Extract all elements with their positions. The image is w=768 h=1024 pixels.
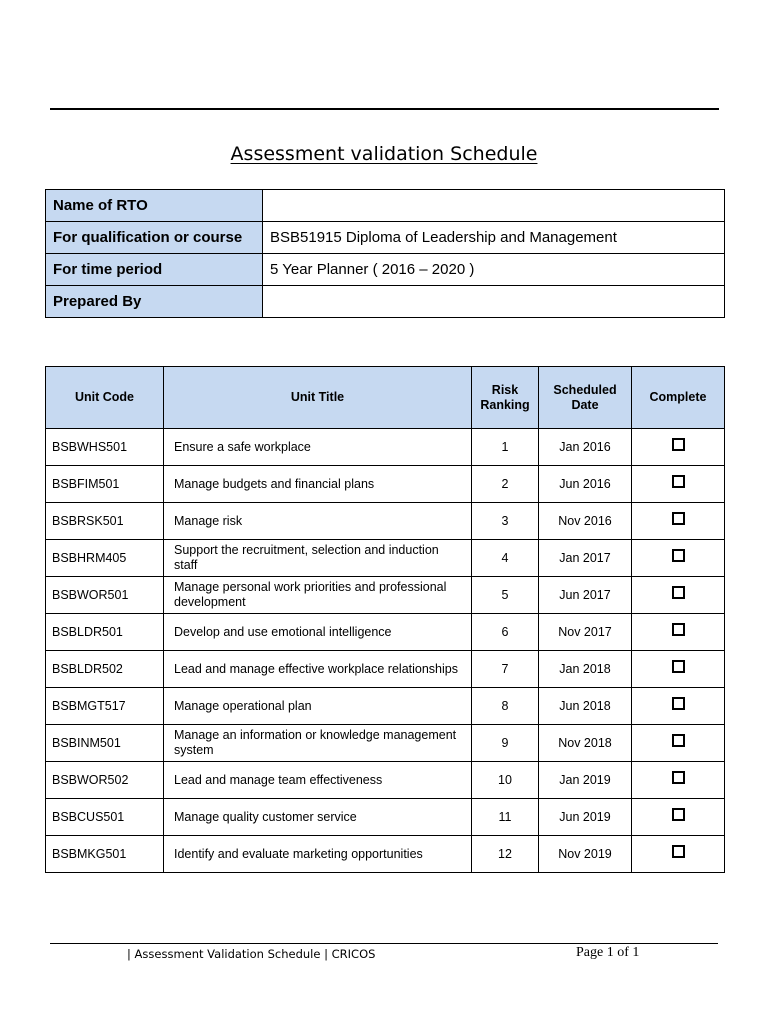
header-date-line1: Scheduled <box>553 382 617 397</box>
risk-ranking: 7 <box>472 651 539 688</box>
unit-code: BSBLDR501 <box>46 614 164 651</box>
complete-cell <box>632 651 725 688</box>
footer-rule <box>50 943 718 944</box>
risk-ranking: 10 <box>472 762 539 799</box>
unit-code: BSBHRM405 <box>46 540 164 577</box>
complete-cell <box>632 688 725 725</box>
complete-cell <box>632 762 725 799</box>
risk-ranking: 6 <box>472 614 539 651</box>
risk-ranking: 3 <box>472 503 539 540</box>
risk-ranking: 2 <box>472 466 539 503</box>
complete-cell <box>632 725 725 762</box>
scheduled-date: Jan 2018 <box>539 651 632 688</box>
complete-checkbox[interactable] <box>672 512 685 525</box>
scheduled-date: Jan 2016 <box>539 429 632 466</box>
unit-title: Manage operational plan <box>164 688 472 725</box>
info-table <box>45 189 725 318</box>
unit-title: Support the recruitment, selection and induction staff <box>164 540 472 577</box>
scheduled-date: Jun 2017 <box>539 577 632 614</box>
risk-ranking: 12 <box>472 836 539 873</box>
scheduled-date: Jun 2018 <box>539 688 632 725</box>
info-value <box>263 190 725 222</box>
info-value: BSB51915 Diploma of Leadership and Management <box>263 222 725 254</box>
table-row <box>46 614 725 651</box>
units-table <box>45 366 725 873</box>
unit-code: BSBWHS501 <box>46 429 164 466</box>
risk-ranking: 9 <box>472 725 539 762</box>
table-row <box>46 725 725 762</box>
unit-code: BSBWOR502 <box>46 762 164 799</box>
table-row <box>46 688 725 725</box>
complete-cell <box>632 540 725 577</box>
complete-checkbox[interactable] <box>672 808 685 821</box>
complete-cell <box>632 836 725 873</box>
table-row <box>46 651 725 688</box>
scheduled-date: Nov 2017 <box>539 614 632 651</box>
table-row <box>46 836 725 873</box>
unit-code: BSBLDR502 <box>46 651 164 688</box>
footer-text: | Assessment Validation Schedule | CRICOS <box>127 947 376 961</box>
table-row <box>46 762 725 799</box>
info-value: 5 Year Planner ( 2016 – 2020 ) <box>263 254 725 286</box>
unit-code: BSBCUS501 <box>46 799 164 836</box>
unit-title: Manage budgets and financial plans <box>164 466 472 503</box>
unit-title: Identify and evaluate marketing opportunities <box>164 836 472 873</box>
page-number: Page 1 of 1 <box>576 945 640 960</box>
info-row <box>46 286 725 318</box>
info-row <box>46 254 725 286</box>
complete-checkbox[interactable] <box>672 623 685 636</box>
unit-title: Manage risk <box>164 503 472 540</box>
document-title: Assessment validation Schedule <box>230 143 538 165</box>
unit-title: Manage quality customer service <box>164 799 472 836</box>
header-date-line2: Date <box>571 397 599 412</box>
info-label: Name of RTO <box>46 190 263 222</box>
info-value <box>263 286 725 318</box>
unit-title: Lead and manage team effectiveness <box>164 762 472 799</box>
complete-checkbox[interactable] <box>672 771 685 784</box>
complete-checkbox[interactable] <box>672 549 685 562</box>
unit-title: Manage an information or knowledge management system <box>164 725 472 762</box>
info-row <box>46 222 725 254</box>
unit-title: Lead and manage effective workplace relationships <box>164 651 472 688</box>
table-row <box>46 466 725 503</box>
complete-checkbox[interactable] <box>672 697 685 710</box>
complete-checkbox[interactable] <box>672 586 685 599</box>
header-complete: Complete <box>632 367 725 429</box>
table-row <box>46 799 725 836</box>
complete-cell <box>632 503 725 540</box>
info-label: Prepared By <box>46 286 263 318</box>
header-risk-ranking <box>472 367 539 429</box>
complete-cell <box>632 614 725 651</box>
scheduled-date: Jun 2016 <box>539 466 632 503</box>
header-risk-line2: Ranking <box>480 397 530 412</box>
header-unit-title: Unit Title <box>164 367 472 429</box>
scheduled-date: Jan 2019 <box>539 762 632 799</box>
complete-cell <box>632 577 725 614</box>
scheduled-date: Nov 2018 <box>539 725 632 762</box>
complete-checkbox[interactable] <box>672 734 685 747</box>
complete-cell <box>632 466 725 503</box>
table-row <box>46 429 725 466</box>
header-scheduled-date <box>539 367 632 429</box>
scheduled-date: Nov 2019 <box>539 836 632 873</box>
complete-cell <box>632 429 725 466</box>
risk-ranking: 5 <box>472 577 539 614</box>
unit-code: BSBMGT517 <box>46 688 164 725</box>
header-unit-code: Unit Code <box>46 367 164 429</box>
unit-code: BSBWOR501 <box>46 577 164 614</box>
complete-checkbox[interactable] <box>672 660 685 673</box>
unit-title: Manage personal work priorities and professional development <box>164 577 472 614</box>
complete-checkbox[interactable] <box>672 475 685 488</box>
scheduled-date: Nov 2016 <box>539 503 632 540</box>
unit-code: BSBMKG501 <box>46 836 164 873</box>
header-risk-line1: Risk <box>491 382 519 397</box>
unit-title: Ensure a safe workplace <box>164 429 472 466</box>
scheduled-date: Jun 2019 <box>539 799 632 836</box>
table-row <box>46 540 725 577</box>
complete-checkbox[interactable] <box>672 438 685 451</box>
unit-code: BSBINM501 <box>46 725 164 762</box>
risk-ranking: 11 <box>472 799 539 836</box>
unit-code: BSBFIM501 <box>46 466 164 503</box>
complete-checkbox[interactable] <box>672 845 685 858</box>
unit-code: BSBRSK501 <box>46 503 164 540</box>
risk-ranking: 8 <box>472 688 539 725</box>
units-header-row <box>46 367 725 429</box>
header-rule <box>50 108 719 110</box>
units-body <box>46 429 725 873</box>
scheduled-date: Jan 2017 <box>539 540 632 577</box>
unit-title: Develop and use emotional intelligence <box>164 614 472 651</box>
info-row <box>46 190 725 222</box>
info-label: For qualification or course <box>46 222 263 254</box>
complete-cell <box>632 799 725 836</box>
risk-ranking: 4 <box>472 540 539 577</box>
table-row <box>46 577 725 614</box>
risk-ranking: 1 <box>472 429 539 466</box>
info-label: For time period <box>46 254 263 286</box>
table-row <box>46 503 725 540</box>
